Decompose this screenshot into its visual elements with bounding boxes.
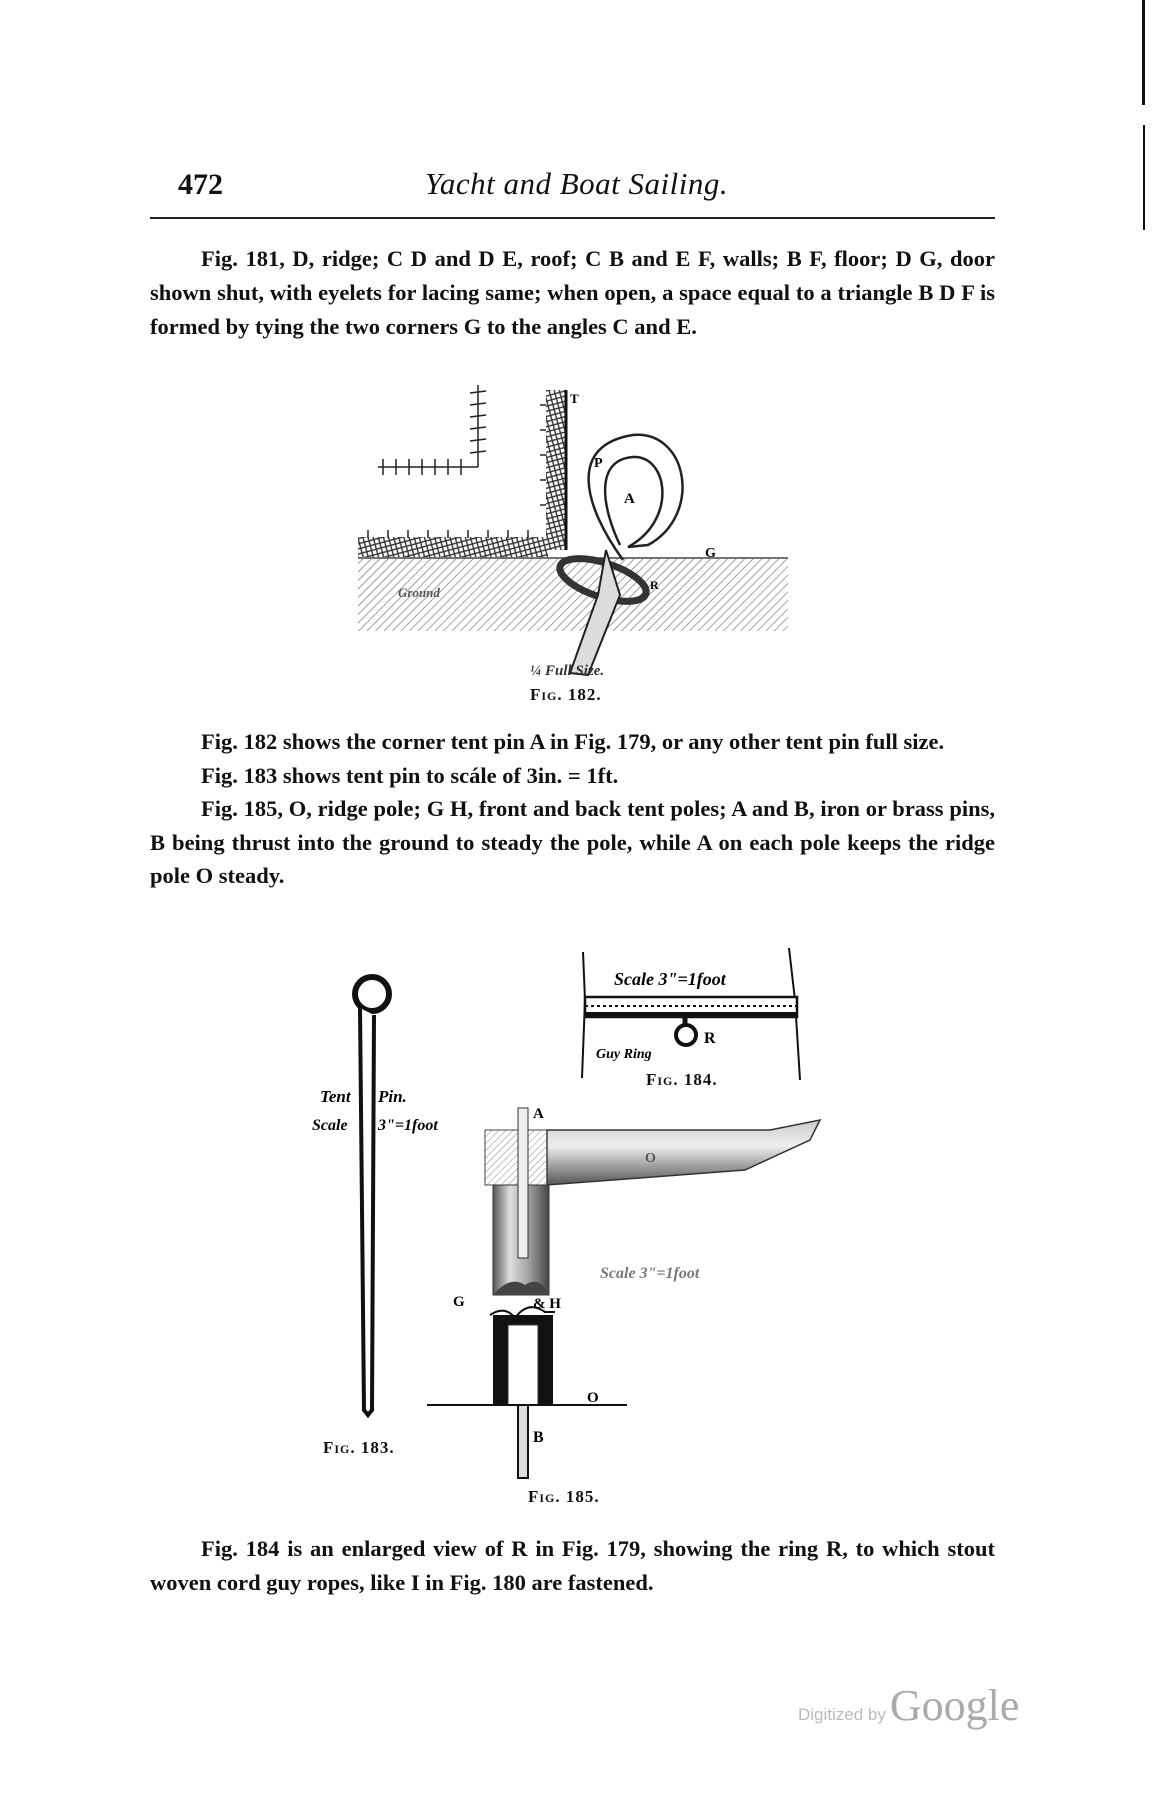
scan-edge-mark <box>1142 0 1145 105</box>
fig185-tent-pole <box>427 1108 820 1478</box>
figure-185-caption: Fig. 185. <box>528 1487 600 1506</box>
figure-182-tent-pin-illustration <box>358 385 798 685</box>
fig183-tent-pin <box>355 977 389 1415</box>
paragraphs-fig182-185 <box>150 725 995 893</box>
body-text: Fig. 182 shows the corner tent pin A in Fig. 179, or any other tent pin full size. <box>201 729 945 754</box>
body-text: Fig. 181, D, ridge; C D and D E, roof; C B and E F, walls; B F, floor; D G, door shown shut, with eyelets for lacing same; when open, a space equal to a triangle B D F is formed by tying the two corners G to the angles C and E. <box>150 246 995 339</box>
fig185-label-o-ground: O <box>587 1390 599 1406</box>
fig183-label-scale: Scale <box>312 1117 348 1134</box>
label-ground: Ground <box>398 585 440 600</box>
figure-184-caption: Fig. 184. <box>646 1070 718 1089</box>
header-rule <box>150 217 995 219</box>
label-p: P <box>594 456 603 471</box>
paragraph-fig181 <box>150 242 995 344</box>
page-number: 472 <box>178 168 223 201</box>
fig185-label-o: O <box>645 1151 656 1166</box>
fig185-label-g: G <box>453 1294 465 1310</box>
digitized-by-google-watermark <box>798 1680 1019 1731</box>
fig183-label-scale-value: 3"=1foot <box>378 1117 438 1134</box>
fig185-scale-note: Scale 3"=1foot <box>600 1265 700 1282</box>
label-r: R <box>650 578 659 592</box>
google-logo: Google <box>889 1681 1020 1730</box>
fig184-label-r: R <box>704 1030 716 1047</box>
fig185-label-a: A <box>533 1106 544 1122</box>
fig184-label-guy-ring: Guy Ring <box>596 1047 652 1062</box>
figure-183-caption: Fig. 183. <box>323 1438 395 1457</box>
tent-pin-loop <box>589 435 683 560</box>
fig185-label-h: & H <box>533 1296 561 1312</box>
scale-note: ¼ Full Size. <box>530 663 605 679</box>
paragraph-fig184 <box>150 1532 995 1599</box>
body-text: Fig. 185, O, ridge pole; G H, front and back tent poles; A and B, iron or brass pins, B being thrust into the ground to steady the pole, while A on each pole keeps the ridge pole O steady. <box>150 796 995 889</box>
body-text: Fig. 184 is an enlarged view of R in Fig. 179, showing the ring R, to which stout woven cord guy ropes, like I in Fig. 180 are fastened. <box>150 1536 995 1595</box>
figures-183-185-illustration <box>300 940 840 1500</box>
running-title: Yacht and Boat Sailing. <box>424 166 729 201</box>
watermark-prefix: Digitized by <box>798 1705 886 1724</box>
body-text: Fig. 183 shows tent pin to scále of 3in. = 1ft. <box>201 762 619 788</box>
label-t: T <box>570 391 579 406</box>
label-a: A <box>624 491 635 507</box>
fig183-label-tent: Tent <box>320 1087 351 1106</box>
label-g: G <box>705 546 716 561</box>
figure-182-caption: Fig. 182. <box>530 685 602 704</box>
fig185-label-b: B <box>533 1429 544 1446</box>
fig183-label-pin: Pin. <box>378 1087 407 1106</box>
fig184-scale-note: Scale 3"=1foot <box>614 969 726 989</box>
